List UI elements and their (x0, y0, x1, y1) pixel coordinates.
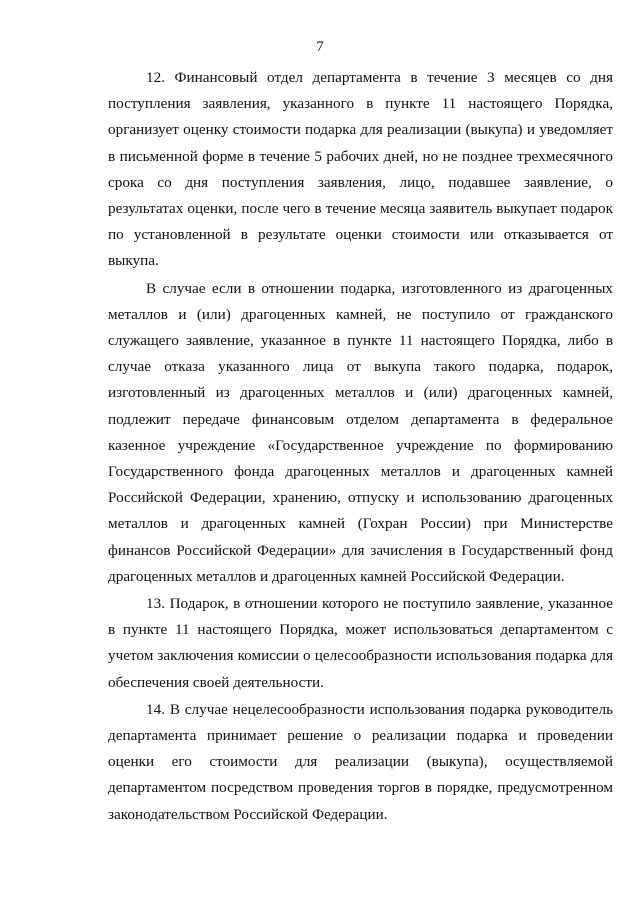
paragraph-precious-metals: В случае если в отношении подарка, изготовленного из драгоценных металлов и (или) драгоценных камней, не поступило от гражданского служащего заявление, указанное в пункте 11 настоящего Порядка, либо в случае отказа указанного лица от выкупа такого подарка, подарок, изготовленный из драгоценных металлов и (или) драгоценных камней, подлежит передаче финансовым отделом департамента в федеральное казенное учреждение «Государственное учреждение по формированию Государственного фонда драгоценных металлов и драгоценных камней Российской Федерации, хранению, отпуску и использованию драгоценных металлов и драгоценных камней (Гохран России) при Министерстве финансов Российской Федерации» для зачисления в Государственный фонд драгоценных металлов и драгоценных камней Российской Федерации. (108, 279, 613, 585)
page-number: 7 (316, 39, 324, 55)
paragraph-12: 12. Финансовый отдел департамента в течение 3 месяцев со дня поступления заявления, указанного в пункте 11 настоящего Порядка, организует оценку стоимости подарка для реализации (выкупа) и уведомляет в письменной форме в течение 5 рабочих дней, но не позднее трехмесячного срока со дня поступления заявления, лицо, подавшее заявление, о результатах оценки, после чего в течение месяца заявитель выкупает подарок по установленной в результате оценки стоимости или отказывается от выкупа. (108, 69, 613, 270)
paragraph-13: 13. Подарок, в отношении которого не поступило заявление, указанное в пункте 11 настоящего Порядка, может использоваться департаментом с учетом заключения комиссии о целесообразности использования подарка для обеспечения своей деятельности. (108, 595, 613, 691)
document-body (108, 65, 613, 828)
paragraph-14: 14. В случае нецелесообразности использования подарка руководитель департамента принимает решение о реализации подарка и проведении оценки его стоимости для реализации (выкупа), осуществляемой департаментом посредством проведения торгов в порядке, предусмотренном законодательством Российской Федерации. (108, 700, 613, 823)
